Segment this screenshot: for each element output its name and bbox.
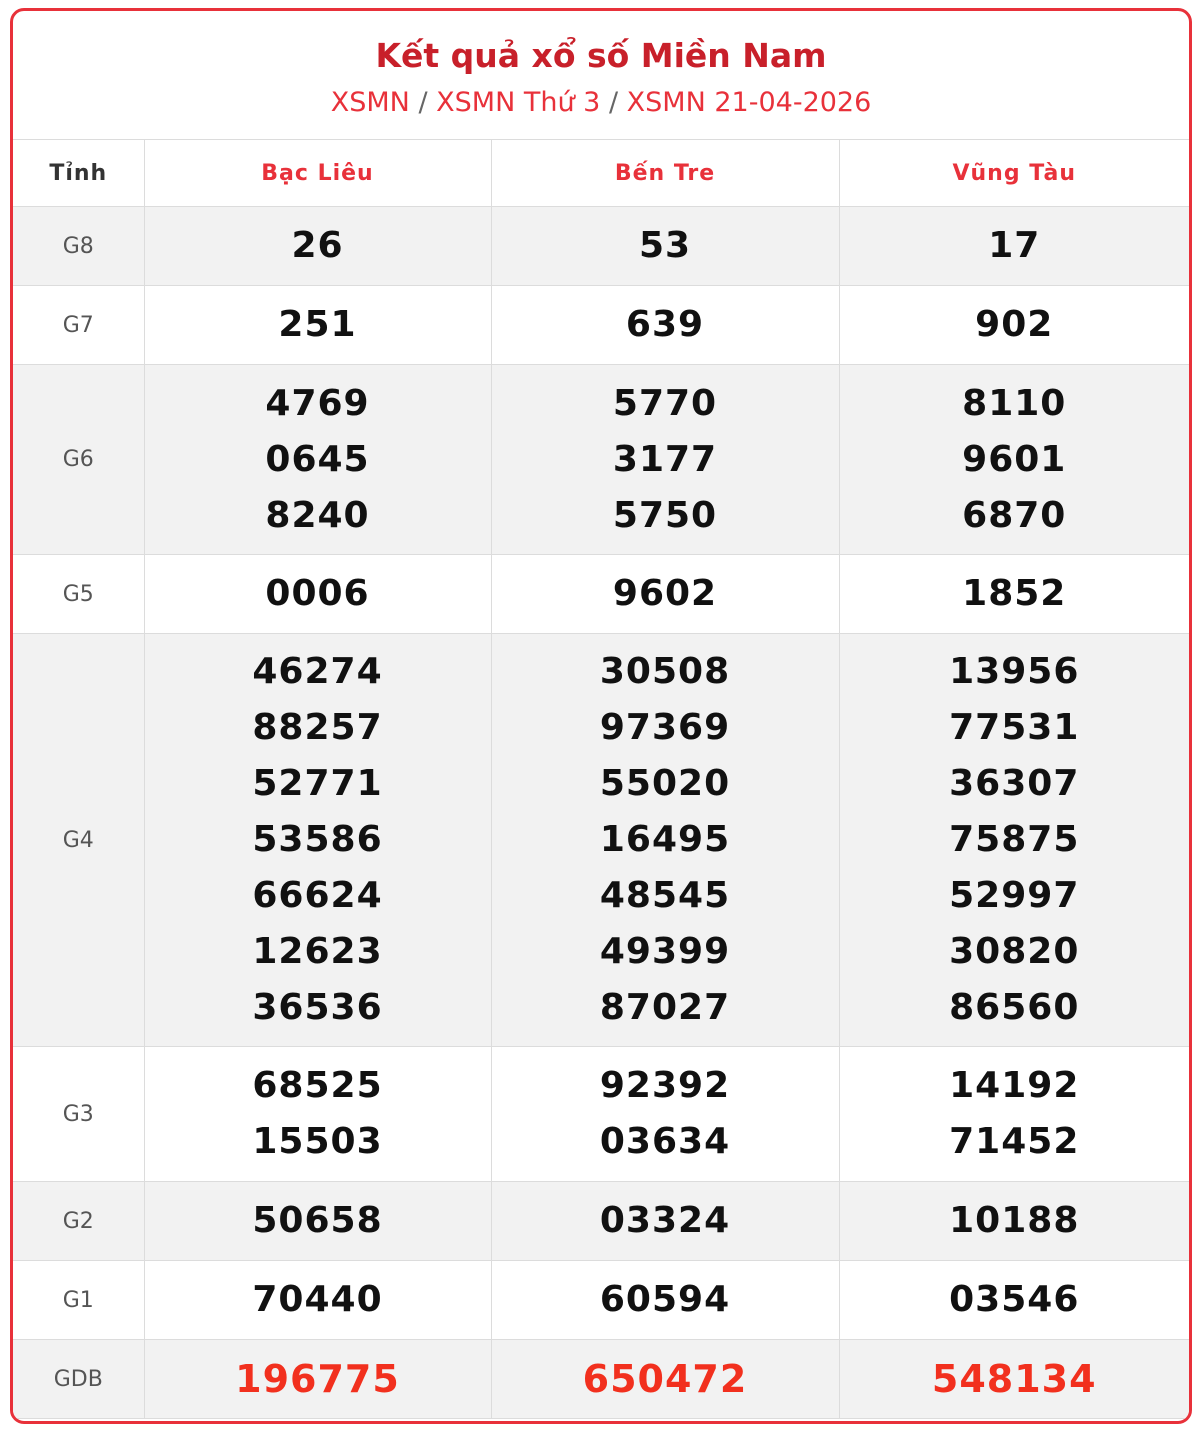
- prize-label: G7: [13, 286, 144, 365]
- prize-row-g7: [13, 286, 1189, 365]
- results-header: [13, 11, 1189, 140]
- prize-label: G5: [13, 555, 144, 634]
- breadcrumb-link-xsmn-thu3[interactable]: XSMN Thứ 3: [436, 87, 601, 118]
- prize-number: 5770: [612, 382, 718, 424]
- prize-number: 0006: [265, 573, 370, 614]
- prize-number: 97369: [599, 707, 731, 748]
- prize-cell: [839, 1047, 1189, 1182]
- prize-number: 4769: [265, 382, 370, 424]
- prize-number: 36536: [252, 987, 383, 1028]
- prize-number: 26: [291, 225, 344, 266]
- results-table: [13, 140, 1189, 1419]
- prize-label: G8: [13, 207, 144, 286]
- prize-number: 77531: [949, 707, 1080, 748]
- prize-cell: [839, 634, 1189, 1047]
- prize-number: 8240: [265, 494, 370, 536]
- prize-cell: [144, 1047, 491, 1182]
- prize-cell: [491, 365, 839, 555]
- prize-cell: [491, 555, 839, 634]
- prize-label: G3: [13, 1047, 144, 1182]
- prize-cell: [144, 207, 491, 286]
- prize-number: 68525: [252, 1065, 383, 1106]
- prize-number: 71452: [949, 1121, 1080, 1162]
- prize-number: 3177: [612, 438, 718, 480]
- prize-cell: [491, 634, 839, 1047]
- prize-row-g4: [13, 634, 1189, 1047]
- prize-number: 16495: [599, 819, 731, 860]
- prize-number: 650472: [582, 1357, 748, 1401]
- prize-number: 46274: [252, 651, 383, 692]
- breadcrumb-separator: /: [608, 87, 619, 118]
- prize-cell: [839, 555, 1189, 634]
- prize-cell: [144, 1182, 491, 1261]
- prize-cell: [491, 207, 839, 286]
- prize-number: 9602: [612, 573, 718, 614]
- prize-number: 30508: [599, 651, 731, 692]
- breadcrumb-link-xsmn-date[interactable]: XSMN 21-04-2026: [626, 87, 872, 118]
- province-name[interactable]: Bạc Liêu: [144, 140, 491, 207]
- prize-cell: [144, 1340, 491, 1419]
- page-title: Kết quả xổ số Miền Nam: [375, 36, 827, 75]
- prize-label: G6: [13, 365, 144, 555]
- prize-number: 55020: [599, 763, 731, 804]
- prize-number: 902: [975, 304, 1054, 345]
- prize-number: 92392: [599, 1065, 731, 1106]
- prize-row-g1: [13, 1261, 1189, 1340]
- prize-number: 03546: [949, 1279, 1080, 1320]
- prize-number: 12623: [252, 931, 383, 972]
- breadcrumb: [13, 85, 1189, 121]
- prize-cell: [839, 365, 1189, 555]
- breadcrumb-separator: /: [418, 87, 428, 118]
- prize-number: 15503: [252, 1121, 383, 1162]
- prize-number: 548134: [931, 1357, 1097, 1401]
- prize-number: 53586: [252, 819, 383, 860]
- prize-row-g5: [13, 555, 1189, 634]
- prize-number: 03634: [599, 1121, 731, 1162]
- prize-number: 13956: [949, 651, 1080, 692]
- prize-number: 70440: [252, 1279, 383, 1320]
- prize-number: 30820: [949, 931, 1080, 972]
- prize-cell: [491, 1261, 839, 1340]
- prize-label: G1: [13, 1261, 144, 1340]
- prize-cell: [144, 286, 491, 365]
- province-name[interactable]: Vũng Tàu: [839, 140, 1189, 207]
- prize-number: 87027: [599, 987, 731, 1028]
- prize-number: 75875: [949, 819, 1080, 860]
- prize-cell: [839, 1261, 1189, 1340]
- prize-cell: [491, 1047, 839, 1182]
- province-name[interactable]: Bến Tre: [491, 140, 839, 207]
- prize-number: 1852: [962, 573, 1067, 614]
- prize-number: 251: [278, 304, 357, 345]
- prize-number: 52771: [252, 763, 383, 804]
- prize-number: 14192: [949, 1065, 1080, 1106]
- prize-number: 8110: [962, 382, 1067, 424]
- prize-cell: [839, 286, 1189, 365]
- prize-row-g8: [13, 207, 1189, 286]
- prize-cell: [839, 207, 1189, 286]
- prize-cell: [144, 634, 491, 1047]
- prize-number: 10188: [949, 1200, 1080, 1241]
- prize-cell: [491, 1340, 839, 1419]
- prize-cell: [491, 1182, 839, 1261]
- prize-label: G2: [13, 1182, 144, 1261]
- prize-number: 49399: [599, 931, 731, 972]
- prize-cell: [491, 286, 839, 365]
- prize-number: 52997: [949, 875, 1080, 916]
- prize-cell: [144, 555, 491, 634]
- prize-label: GDB: [13, 1340, 144, 1419]
- prize-row-g3: [13, 1047, 1189, 1182]
- prize-number: 48545: [599, 875, 731, 916]
- prize-number: 86560: [949, 987, 1080, 1028]
- prize-number: 196775: [235, 1357, 400, 1401]
- prize-cell: [839, 1340, 1189, 1419]
- results-card: [10, 8, 1192, 1424]
- prize-number: 60594: [599, 1279, 731, 1320]
- prize-number: 03324: [599, 1200, 731, 1241]
- prize-number: 639: [625, 304, 705, 345]
- prize-number: 88257: [252, 707, 383, 748]
- prize-row-g2: [13, 1182, 1189, 1261]
- prize-cell: [144, 365, 491, 555]
- prize-number: 6870: [962, 494, 1067, 536]
- prize-number: 36307: [949, 763, 1080, 804]
- prize-number: 53: [638, 225, 692, 266]
- prize-row-gdb: [13, 1340, 1189, 1419]
- prize-cell: [144, 1261, 491, 1340]
- prize-row-g6: [13, 365, 1189, 555]
- province-column-header: Tỉnh: [13, 140, 144, 207]
- prize-number: 17: [988, 225, 1041, 266]
- prize-number: 9601: [962, 438, 1067, 480]
- table-header-row: [13, 140, 1189, 207]
- prize-number: 0645: [265, 438, 370, 480]
- prize-number: 66624: [252, 875, 383, 916]
- prize-number: 50658: [252, 1200, 383, 1241]
- prize-number: 5750: [612, 494, 718, 536]
- prize-label: G4: [13, 634, 144, 1047]
- prize-cell: [839, 1182, 1189, 1261]
- breadcrumb-link-xsmn[interactable]: XSMN: [330, 87, 410, 118]
